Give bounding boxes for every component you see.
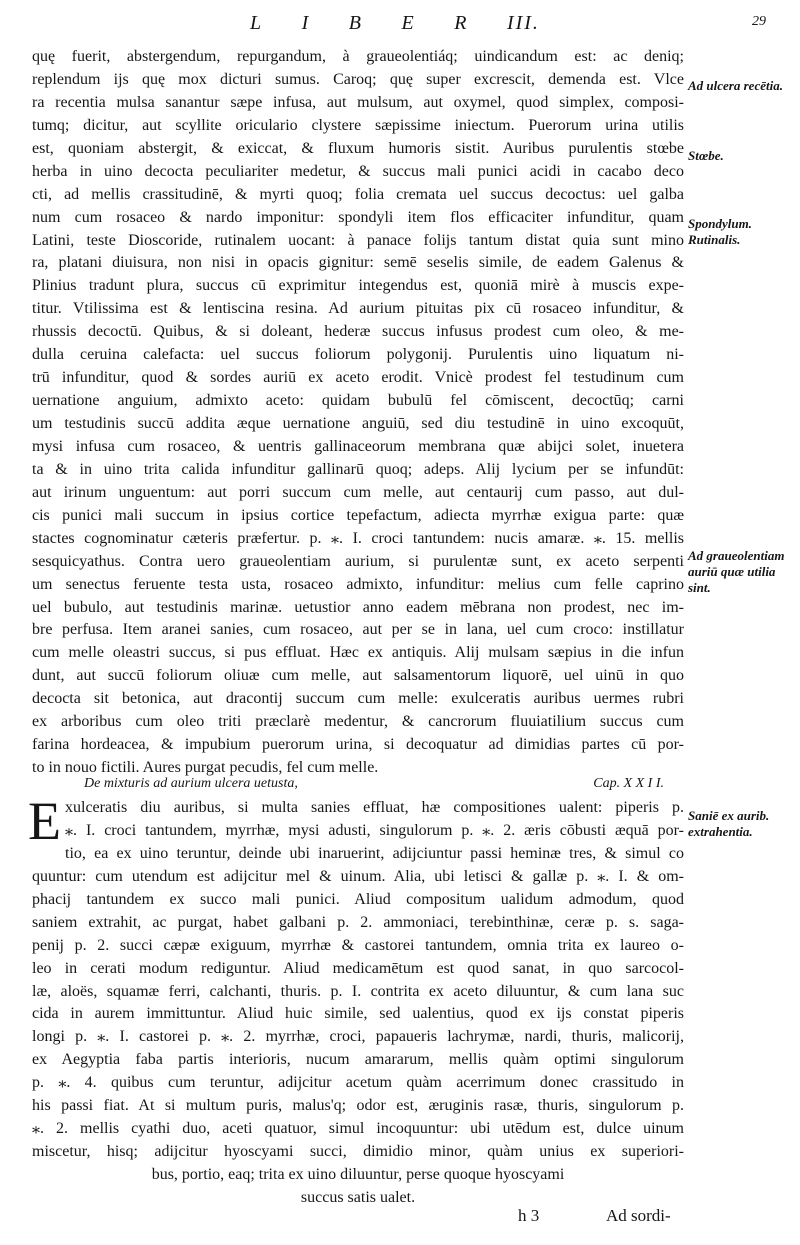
text-line: mysi infusa cum rosaceo, & uentris gallinaceorum membrana quæ abijci solet, inuetera [32, 437, 684, 455]
text-line: ⁎. 2. mellis cyathi duo, aceti quatuor, simul incoquuntur: ubi utēdum est, dulce uinum [32, 1120, 684, 1138]
text-line: cti, ad mellis crassitudinē, & myrti quoq; folia cremata uel succus decoctus: uel galba [32, 185, 684, 203]
running-title-letter: R [454, 12, 469, 34]
text-line: stactes cognominatur cæteris præfertur. p. ⁎. I. croci tantundem: nucis amaræ. ⁎. 15. mellis [32, 529, 684, 547]
text-line: tio, ea ex uino teruntur, deinde ubi inaruerint, adijciuntur passi heminæ tres, & simul co [65, 844, 684, 862]
text-line: ex Aegyptia faba partis interioris, nucum amararum, mellis quàm optimi singulorum [32, 1051, 684, 1069]
running-title-letter: B [348, 12, 364, 34]
margin-note: Spondylum. Rutinalis. [688, 216, 752, 247]
margin-note: Ad graueolentiam auriū quæ utilia sint. [688, 548, 785, 595]
text-line: saniem extrahit, ac purgat, habet galbani p. 2. ammoniaci, terebinthinæ, ceræ p. s. saga- [32, 913, 684, 931]
text-line: um senectus feruente testa usta, rosaceo admixto, infunditur: melius cum felle caprino [32, 575, 684, 593]
text-line: bre perfusa. Item aranei sanies, cum rosaceo, aut per se in lana, uel cum croco: instillatur [32, 621, 684, 639]
text-line: ex arboribus cum oleo triti præclarè medentur, & cancrorum fluuiatilium succus cum [32, 713, 684, 731]
text-line: decocta sit betonica, aut dracontij succum cum melle: exulceratis auribus uermes rubri [32, 690, 684, 708]
text-line: titur. Vtilissima est & lentiscina resina. Ad aurium pituitas pix cū rosaceo infunditur, & [32, 300, 684, 318]
running-title-letter: III. [506, 12, 540, 34]
chapter-heading [84, 776, 664, 792]
text-line: Plinius tradunt plura, succus cū exprimitur integendus est, quoniā mirè à muscis expe- [32, 277, 684, 295]
text-line: num cum rosaceo & nardo imponitur: spondyli item flos efficaciter infunditur, quam [32, 208, 684, 226]
text-line: aut irinum unguentum: aut porri succum cum melle, aut centaurij cum passo, aut dul- [32, 483, 684, 501]
chapter-number: Cap. X X I I. [593, 776, 664, 791]
text-line: cum melle oleastri succus, si pus effluat. Hæc ex antiquis. Alij mulsam sæpius in die infun [32, 644, 684, 662]
text-line: phacij tantundem ex succo mali punici. Aliud compositum ualidum admodum, quod [32, 890, 684, 908]
margin-note: Stœbe. [688, 148, 724, 163]
text-line: ra recentia mulsa sanantur sæpe infusa, aut mulsum, aut oxymel, quod simplex, composi- [32, 93, 684, 111]
running-title [250, 12, 540, 35]
margin-note: Saniē ex aurib. extrahentia. [688, 808, 770, 839]
text-line: bus, portio, eaq; trita ex uino diluuntur, perse quoque hyoscyami [151, 1166, 565, 1183]
running-title-letter: I [301, 12, 311, 34]
running-title-letter: L [250, 12, 264, 34]
text-line: ⁎. I. croci tantundem, myrrhæ, mysi adusti, singulorum p. ⁎. 2. æris cōbusti æquā por- [65, 821, 684, 839]
running-title-letter: E [401, 12, 416, 34]
text-line: cis punici mali succum in ipsius cortice tepefactum, adiecta myrrhæ exigua parte: quæ [32, 506, 684, 524]
signature-mark: h 3 [518, 1206, 540, 1225]
text-line: p. ⁎. 4. quibus cum teruntur, adijcitur acetum quàm acerrimum donec crassitudo in [32, 1074, 684, 1092]
text-line: Latini, teste Dioscoride, rutinalem uocant: à panace folijs tantum distat quia sunt mino [32, 231, 684, 249]
text-line: cida in aurem immittuntur. Aliud huic simile, sed ualentius, quod ex ijs constat piperis [32, 1005, 684, 1023]
catchword: Ad sordi- [606, 1206, 671, 1225]
chapter-title: De mixturis ad aurium ulcera uetusta, [84, 776, 298, 791]
text-line: est, quoniam abstergit, & exiccat, & fluxum humoris sistit. Auribus purulentis stœbe [32, 139, 684, 157]
text-line: herba in uino decocta peculiariter medetur, & succus mali punici acidi in cacabo deco [32, 162, 684, 180]
folio-number: 29 [752, 14, 766, 29]
margin-note: Ad ulcera recētia. [688, 78, 783, 93]
text-block-1 [32, 46, 684, 780]
text-line: ra, platani diuisura, non nisi in opacis gignitur: semē seselis simile, de eadem Galenus & [32, 254, 684, 272]
text-line: quę fuerit, abstergendum, repurgandum, à graueolentiáq; uindicandum est: ac deniq; [32, 48, 684, 65]
text-block-2 [28, 791, 684, 1210]
text-line: succus satis ualet. [300, 1188, 416, 1206]
text-line: leo in cerati modum rediguntur. Aliud medicamētum est quod sanat, in quo sarcocol- [32, 959, 684, 977]
text-line: ta & in uino trita calida infunditur gallinarū quoq; adeps. Alij lycium per se infundūt: [32, 460, 684, 478]
text-line: penij p. 2. succi cæpæ exiguum, myrrhæ & castorei tantundem, omnia trita ex laureo o- [32, 936, 684, 954]
text-line: uernatione anguium, admixto aceto: quidam bubulū fel cōmiscent, decoctūq; carni [32, 392, 684, 410]
text-line: quuntur: cum utendum est adijcitur mel & uinum. Alia, ubi letisci & gallæ p. ⁎. I. & om- [32, 867, 684, 885]
text-line: trū infunditur, quod & sordes auriū ex aceto erodit. Vnicè prodest fel testudinum cum [32, 369, 684, 387]
text-line: xulceratis diu auribus, si multa sanies effluat, hæ compositiones ualent: piperis p. [65, 799, 684, 816]
text-line: farina hordeacea, & impubium puerorum urina, si decoquatur ad dimidias partes cū por- [32, 736, 684, 754]
text-line: miscetur, hisq; adijcitur hyoscyami succi, dimidio minor, quàm unius ex superiori- [32, 1143, 684, 1161]
text-line: longi p. ⁎. I. castorei p. ⁎. 2. myrrhæ, croci, papaueris lachrymæ, nardi, thuris, malicorij, [32, 1028, 684, 1046]
text-line: sesquicyathus. Contra uero graueolentiam aurium, si purulentæ sunt, ex aceto serpenti [32, 552, 684, 570]
text-line: uel bubulo, aut testudinis marinæ. uetustior anno eadem mēbrana non prodest, nec im- [32, 598, 684, 616]
drop-cap: E [28, 791, 61, 851]
text-line: dunt, aut succū foliorum oliuæ cum melle, aut salsamentorum liquorē, uel uinū in quo [32, 667, 684, 685]
text-line: to in nouo fictili. Aures purgat pecudis, fel cum melle. [32, 759, 379, 777]
text-line: rhussis decoctū. Quibus, & si doleant, hederæ succus infusus prodest cum oleo, & me- [32, 323, 684, 341]
text-line: dulla ceruina calefacta: uel succus foliorum polygonij. Purulentis uino liquatum ni- [32, 346, 684, 364]
text-line: his passi fiat. At si multum puris, malus'q; odor est, æruginis rasæ, thuris, singulorum p. [32, 1097, 684, 1115]
text-line: replendum ijs quę mox dicturi sumus. Caroq; quę super excrescit, demenda est. Vlce [32, 70, 684, 88]
text-line: um testudinis succū addita æque uernatione anguiū, sed diu testudinē in uino excoquūt, [32, 415, 684, 432]
text-line: tumq; dicitur, aut scyllite oriculario clystere sæpissime iniectum. Puerorum urina utilis [32, 116, 684, 134]
text-line: læ, aloës, squamæ ferri, calchanti, thuris. p. I. contrita ex aceto diluuntur, & cum lana suc [32, 982, 684, 1000]
